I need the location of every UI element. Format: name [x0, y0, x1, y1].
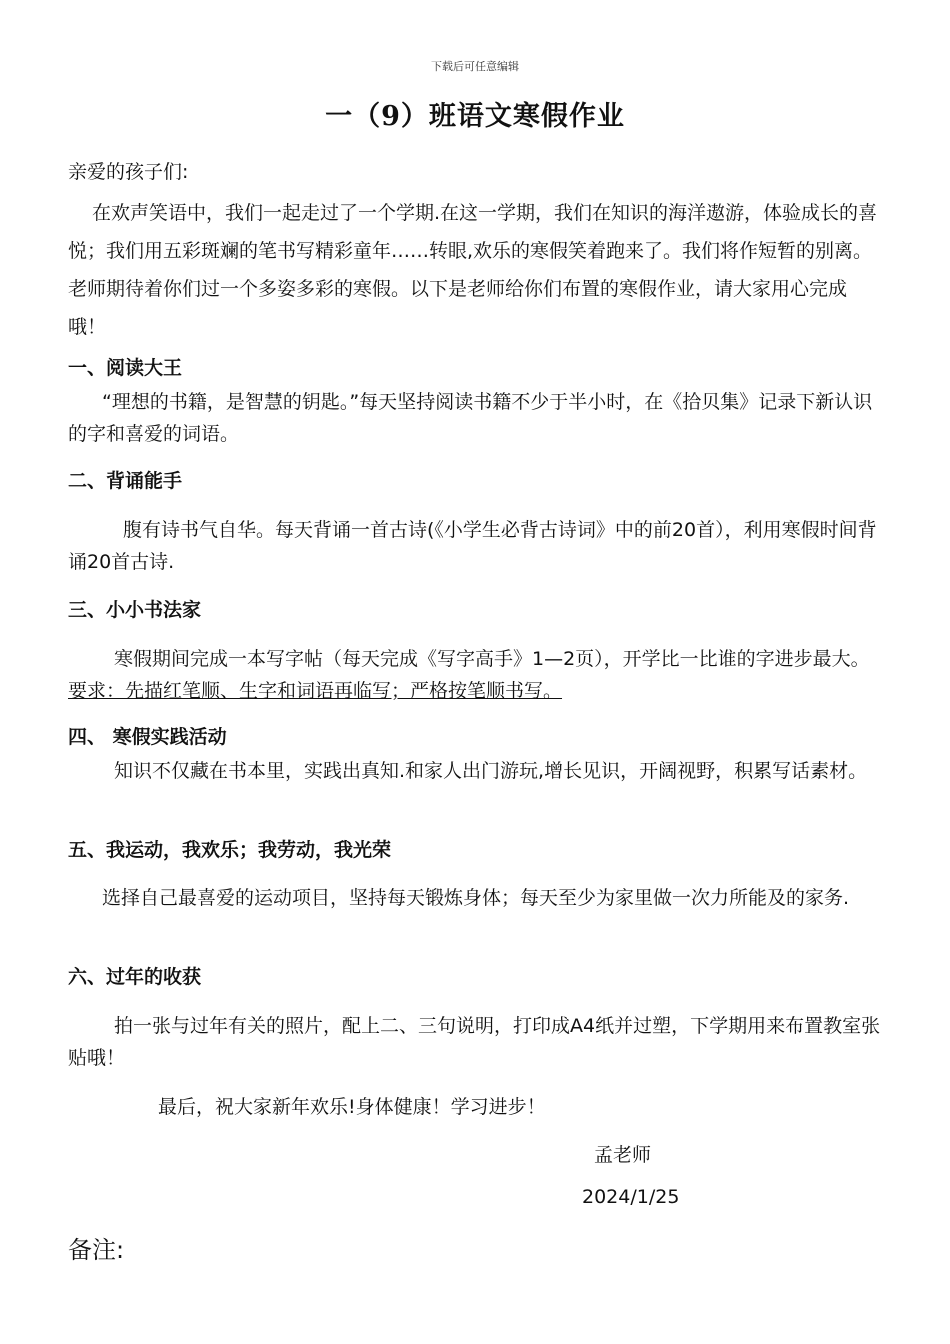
document-title: 一（9）班语文寒假作业	[325, 101, 625, 132]
section-text-new-year: 拍一张与过年有关的照片，配上二、三句说明，打印成A4纸并过塑，下学期用来布置教室张贴哦！	[68, 1015, 881, 1069]
section-text-practice: 知识不仅藏在书本里，实践出真知.和家人出门游玩,增长见识，开阔视野，积累写话素材。	[114, 760, 868, 782]
teacher-signature: 孟老师	[594, 1144, 652, 1166]
calligraphy-requirement: 要求：先描红笔顺、生字和词语再临写；严格按笔顺书写。	[68, 680, 563, 702]
intro-paragraph: 在欢声笑语中，我们一起走过了一个学期.在这一学期，我们在知识的海洋遨游，体验成长的喜悦；我们用五彩斑斓的笔书写精彩童年……转眼,欢乐的寒假笑着跑来了。我们将作短暂的别离。老师期待着你们过一个多姿多彩的寒假。以下是老师给你们布置的寒假作业，请大家用心完成哦！	[68, 202, 878, 338]
section-heading-new-year: 六、过年的收获	[68, 966, 202, 988]
section-heading-practice: 四、 寒假实践活动	[68, 726, 227, 748]
section-text-recitation: 腹有诗书气自华。每天背诵一首古诗(《小学生必背古诗词》中的前20首），利用寒假时间背诵20首古诗.	[68, 519, 877, 573]
section-heading-reading: 一、阅读大王	[68, 357, 183, 379]
remarks-label: 备注:	[68, 1236, 125, 1264]
section-text-exercise-chores: 选择自己最喜爱的运动项目，坚持每天锻炼身体；每天至少为家里做一次力所能及的家务.	[102, 887, 850, 909]
closing-wishes: 最后，祝大家新年欢乐!身体健康！学习进步！	[158, 1096, 546, 1118]
section-heading-recitation: 二、背诵能手	[68, 470, 183, 492]
section-text-reading: “理想的书籍，是智慧的钥匙。”每天坚持阅读书籍不少于半小时，在《拾贝集》记录下新认识的字和喜爱的词语。	[68, 391, 873, 445]
document-date: 2024/1/25	[582, 1186, 680, 1208]
section-text-calligraphy	[68, 643, 884, 707]
section-heading-exercise-chores: 五、我运动，我欢乐；我劳动，我光荣	[68, 839, 392, 861]
calligraphy-description: 寒假期间完成一本写字帖（每天完成《写字高手》1—2页），开学比一比谁的字进步最大。	[114, 648, 870, 670]
header-note: 下载后可任意编辑	[431, 60, 519, 73]
greeting: 亲爱的孩子们:	[68, 161, 189, 183]
section-heading-calligraphy: 三、小小书法家	[68, 599, 202, 621]
